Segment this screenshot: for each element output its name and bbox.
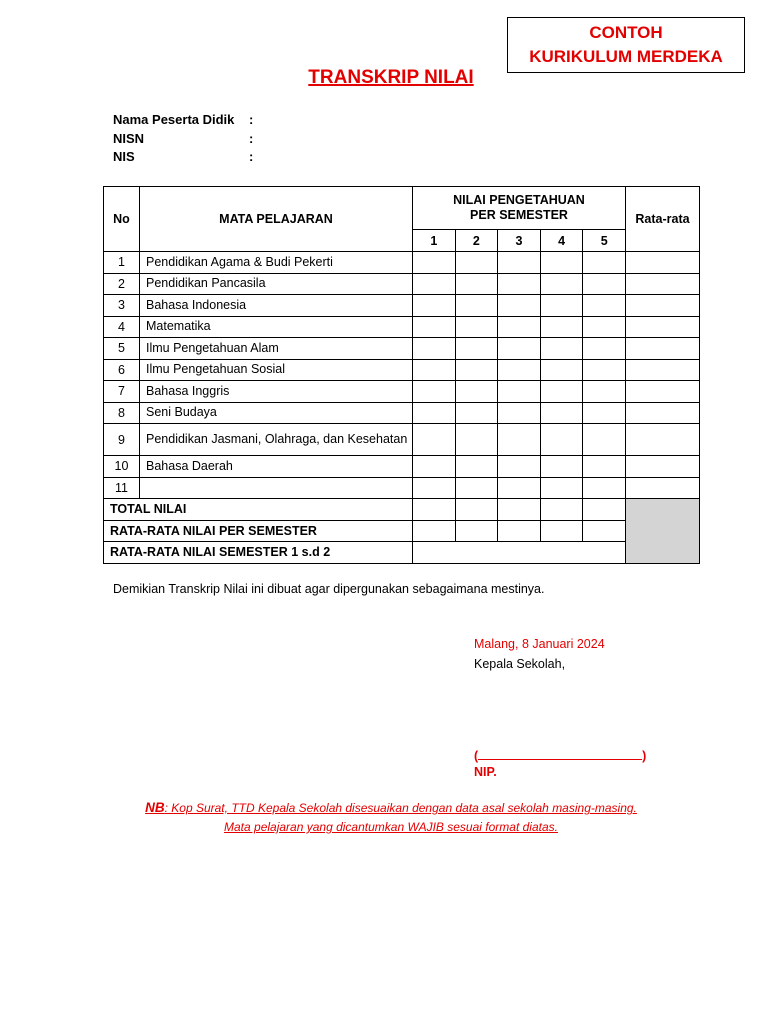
grade-cell[interactable] bbox=[413, 520, 456, 542]
place-date: Malang, 8 Januari 2024 bbox=[474, 637, 605, 651]
signature-close-paren: ) bbox=[642, 749, 647, 763]
subject-name: Matematika bbox=[140, 316, 413, 338]
overall-average-value[interactable] bbox=[413, 542, 626, 564]
subject-number: 5 bbox=[104, 338, 140, 360]
subject-row bbox=[104, 252, 700, 274]
grade-cell[interactable] bbox=[540, 520, 583, 542]
grade-cell[interactable] bbox=[583, 520, 626, 542]
grade-cell[interactable] bbox=[413, 381, 456, 403]
grade-cell[interactable] bbox=[455, 381, 498, 403]
grade-cell[interactable] bbox=[498, 381, 541, 403]
grade-cell[interactable] bbox=[455, 338, 498, 360]
grade-cell[interactable] bbox=[540, 477, 583, 499]
overall-average-row bbox=[104, 542, 700, 564]
grade-cell[interactable] bbox=[583, 402, 626, 424]
grade-cell[interactable] bbox=[498, 252, 541, 274]
subject-number: 7 bbox=[104, 381, 140, 403]
header-no: No bbox=[104, 187, 140, 252]
nip-label: NIP. bbox=[474, 765, 497, 779]
header-semester: 3 bbox=[498, 230, 541, 252]
subject-number: 2 bbox=[104, 273, 140, 295]
grade-cell[interactable] bbox=[455, 520, 498, 542]
grade-cell[interactable] bbox=[540, 338, 583, 360]
subject-number: 1 bbox=[104, 252, 140, 274]
total-row bbox=[104, 499, 700, 521]
average-cell[interactable] bbox=[625, 295, 699, 317]
grade-cell[interactable] bbox=[498, 424, 541, 456]
grade-cell[interactable] bbox=[583, 338, 626, 360]
grade-cell[interactable] bbox=[498, 295, 541, 317]
grade-cell[interactable] bbox=[540, 402, 583, 424]
grade-cell[interactable] bbox=[455, 273, 498, 295]
header-group-line-2: PER SEMESTER bbox=[470, 208, 568, 222]
grade-cell[interactable] bbox=[540, 424, 583, 456]
example-stamp-box bbox=[507, 17, 745, 73]
grade-cell[interactable] bbox=[413, 338, 456, 360]
grade-cell[interactable] bbox=[413, 424, 456, 456]
average-cell[interactable] bbox=[625, 252, 699, 274]
subject-name: Seni Budaya bbox=[140, 402, 413, 424]
subject-row bbox=[104, 273, 700, 295]
identity-row-name bbox=[113, 112, 253, 131]
closing-statement: Demikian Transkrip Nilai ini dibuat agar dipergunakan sebagaimana mestinya. bbox=[113, 582, 545, 596]
grade-cell[interactable] bbox=[413, 316, 456, 338]
subject-row bbox=[104, 295, 700, 317]
header-semester: 1 bbox=[413, 230, 456, 252]
grade-cell[interactable] bbox=[583, 359, 626, 381]
subject-name: Bahasa Daerah bbox=[140, 456, 413, 478]
average-cell[interactable] bbox=[625, 381, 699, 403]
signature-line bbox=[474, 747, 646, 763]
grade-cell[interactable] bbox=[540, 316, 583, 338]
header-average: Rata-rata bbox=[625, 187, 699, 252]
subject-name: Ilmu Pengetahuan Sosial bbox=[140, 359, 413, 381]
header-knowledge-group bbox=[413, 187, 626, 230]
footnote bbox=[0, 798, 768, 837]
grade-cell[interactable] bbox=[498, 338, 541, 360]
subject-number: 8 bbox=[104, 402, 140, 424]
grade-cell[interactable] bbox=[413, 456, 456, 478]
grade-cell[interactable] bbox=[583, 424, 626, 456]
subject-row bbox=[104, 359, 700, 381]
grade-cell[interactable] bbox=[540, 273, 583, 295]
identity-separator: : bbox=[249, 112, 254, 127]
header-group-line-1: NILAI PENGETAHUAN bbox=[453, 193, 585, 207]
subject-name: Pendidikan Agama & Budi Pekerti bbox=[140, 252, 413, 274]
grade-cell[interactable] bbox=[413, 273, 456, 295]
grade-cell[interactable] bbox=[413, 499, 456, 521]
grade-cell[interactable] bbox=[540, 252, 583, 274]
average-cell[interactable] bbox=[625, 359, 699, 381]
student-identity bbox=[113, 112, 253, 168]
header-subject: MATA PELAJARAN bbox=[140, 187, 413, 252]
average-cell[interactable] bbox=[625, 477, 699, 499]
identity-separator: : bbox=[249, 130, 254, 146]
identity-label: NIS bbox=[113, 149, 135, 164]
grade-cell[interactable] bbox=[583, 499, 626, 521]
grade-cell[interactable] bbox=[455, 402, 498, 424]
grade-cell[interactable] bbox=[498, 477, 541, 499]
grade-cell[interactable] bbox=[583, 381, 626, 403]
subject-number: 4 bbox=[104, 316, 140, 338]
footnote-text-1: : Kop Surat, TTD Kepala Sekolah disesuaikan dengan data asal sekolah masing-masing. bbox=[164, 801, 637, 815]
grade-cell[interactable] bbox=[498, 273, 541, 295]
grade-cell[interactable] bbox=[455, 456, 498, 478]
grade-cell[interactable] bbox=[498, 316, 541, 338]
signature-open-paren: ( bbox=[474, 749, 479, 763]
header-semester: 2 bbox=[455, 230, 498, 252]
grade-cell[interactable] bbox=[498, 499, 541, 521]
subject-row bbox=[104, 477, 700, 499]
grade-cell[interactable] bbox=[413, 359, 456, 381]
grade-cell[interactable] bbox=[455, 295, 498, 317]
subject-row bbox=[104, 316, 700, 338]
signature-blank bbox=[478, 747, 642, 760]
grade-cell[interactable] bbox=[498, 359, 541, 381]
shaded-average-cell bbox=[625, 499, 699, 564]
identity-label: NISN bbox=[113, 130, 145, 146]
subject-name bbox=[140, 477, 413, 499]
header-semester: 5 bbox=[583, 230, 626, 252]
subject-number: 9 bbox=[104, 424, 140, 456]
grade-cell[interactable] bbox=[498, 402, 541, 424]
subject-number: 10 bbox=[104, 456, 140, 478]
footnote-line-1 bbox=[0, 798, 768, 818]
average-cell[interactable] bbox=[625, 316, 699, 338]
grade-cell[interactable] bbox=[583, 477, 626, 499]
grade-cell[interactable] bbox=[583, 295, 626, 317]
grade-cell[interactable] bbox=[540, 295, 583, 317]
grade-cell[interactable] bbox=[583, 252, 626, 274]
subject-row bbox=[104, 381, 700, 403]
subject-number: 3 bbox=[104, 295, 140, 317]
average-cell[interactable] bbox=[625, 402, 699, 424]
subject-row bbox=[104, 402, 700, 424]
stamp-line-2: KURIKULUM MERDEKA bbox=[529, 47, 723, 66]
footnote-line-2: Mata pelajaran yang dicantumkan WAJIB sesuai format diatas. bbox=[224, 820, 558, 834]
grade-cell[interactable] bbox=[540, 499, 583, 521]
subject-name: Pendidikan Jasmani, Olahraga, dan Kesehatan bbox=[140, 424, 413, 456]
subject-row bbox=[104, 424, 700, 456]
grade-cell[interactable] bbox=[413, 252, 456, 274]
grade-cell[interactable] bbox=[498, 456, 541, 478]
grade-cell[interactable] bbox=[455, 359, 498, 381]
grade-cell[interactable] bbox=[540, 456, 583, 478]
grade-cell[interactable] bbox=[455, 499, 498, 521]
grade-cell[interactable] bbox=[455, 424, 498, 456]
subject-name: Bahasa Indonesia bbox=[140, 295, 413, 317]
subject-number: 6 bbox=[104, 359, 140, 381]
footnote-prefix: NB bbox=[145, 800, 165, 815]
semester-average-row bbox=[104, 520, 700, 542]
document-title: TRANSKRIP NILAI bbox=[308, 67, 474, 88]
subject-name: Ilmu Pengetahuan Alam bbox=[140, 338, 413, 360]
header-row bbox=[104, 187, 700, 230]
header-semester: 4 bbox=[540, 230, 583, 252]
subject-name: Bahasa Inggris bbox=[140, 381, 413, 403]
identity-row-nis bbox=[113, 149, 253, 168]
average-cell[interactable] bbox=[625, 338, 699, 360]
subject-row bbox=[104, 456, 700, 478]
identity-row-nisn bbox=[113, 131, 253, 150]
grade-cell[interactable] bbox=[583, 273, 626, 295]
grade-cell[interactable] bbox=[583, 456, 626, 478]
grade-cell[interactable] bbox=[498, 520, 541, 542]
signer-title: Kepala Sekolah, bbox=[474, 657, 566, 671]
average-cell[interactable] bbox=[625, 456, 699, 478]
average-cell[interactable] bbox=[625, 273, 699, 295]
grade-cell[interactable] bbox=[455, 252, 498, 274]
total-label: TOTAL NILAI bbox=[104, 499, 413, 521]
transcript-table bbox=[103, 186, 700, 564]
grade-cell[interactable] bbox=[413, 402, 456, 424]
subject-name: Pendidikan Pancasila bbox=[140, 273, 413, 295]
subject-row bbox=[104, 338, 700, 360]
subject-rows bbox=[104, 252, 700, 499]
grade-cell[interactable] bbox=[540, 381, 583, 403]
identity-label: Nama Peserta Didik bbox=[113, 112, 235, 127]
grade-cell[interactable] bbox=[455, 316, 498, 338]
grade-cell[interactable] bbox=[413, 295, 456, 317]
grade-cell[interactable] bbox=[583, 316, 626, 338]
grade-cell[interactable] bbox=[413, 477, 456, 499]
grade-cell[interactable] bbox=[455, 477, 498, 499]
overall-average-label: RATA-RATA NILAI SEMESTER 1 s.d 2 bbox=[104, 542, 413, 564]
grade-cell[interactable] bbox=[540, 359, 583, 381]
subject-number: 11 bbox=[104, 477, 140, 499]
semester-average-label: RATA-RATA NILAI PER SEMESTER bbox=[104, 520, 413, 542]
stamp-line-1: CONTOH bbox=[589, 23, 663, 42]
average-cell[interactable] bbox=[625, 424, 699, 456]
identity-separator: : bbox=[249, 149, 254, 164]
